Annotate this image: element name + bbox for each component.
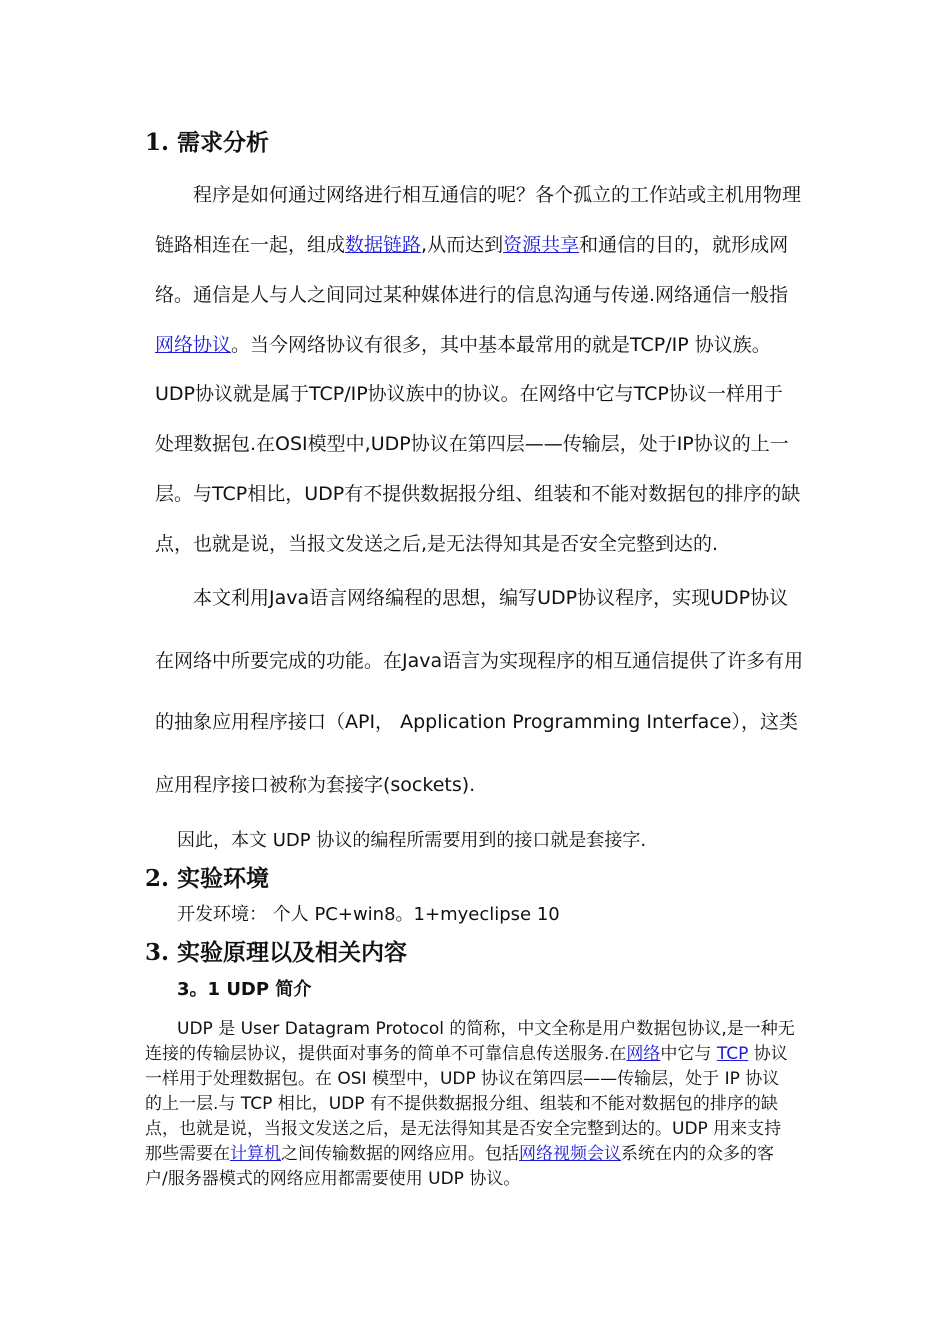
text-span: 协议 xyxy=(748,1044,788,1064)
paragraph-line: 的抽象应用程序接口（API， Application Programming Interface），这类 xyxy=(155,711,798,733)
paragraph-line: 户/服务器模式的网络应用都需要使用 UDP 协议。 xyxy=(145,1169,521,1189)
environment-line: 开发环境： 个人 PC+win8。1+myeclipse 10 xyxy=(177,904,560,925)
paragraph-line xyxy=(145,1039,788,1064)
paragraph-line: 点，也就是说，当报文发送之后,是无法得知其是否安全完整到达的. xyxy=(155,533,719,555)
paragraph-line: 应用程序接口被称为套接字(sockets). xyxy=(155,774,476,796)
text-span: 中它与 xyxy=(660,1044,717,1064)
paragraph-line: 的上一层.与 TCP 相比，UDP 有不提供数据报分组、组装和不能对数据包的排序的缺 xyxy=(145,1094,778,1114)
paragraph-line: 点，也就是说，当报文发送之后，是无法得知其是否安全完整到达的。UDP 用来支持 xyxy=(145,1119,782,1139)
section-heading-requirements: 1. 需求分析 xyxy=(145,129,270,156)
text-span: ,从而达到 xyxy=(421,234,504,256)
link-network[interactable]: 网络 xyxy=(626,1044,661,1064)
text-span: 那些需要在 xyxy=(145,1144,230,1164)
paragraph-line: 络。通信是人与人之间同过某种媒体进行的信息沟通与传递.网络通信一般指 xyxy=(155,284,789,306)
text-span: 链路相连在一起，组成 xyxy=(155,234,346,256)
link-resource-sharing[interactable]: 资源共享 xyxy=(503,234,580,256)
text-span: 和通信的目的，就形成网 xyxy=(579,234,789,256)
link-video-conference[interactable]: 网络视频会议 xyxy=(519,1144,621,1164)
paragraph-line xyxy=(145,1139,774,1164)
subsection-heading-udp: 3。1 UDP 简介 xyxy=(177,979,312,1000)
paragraph-line xyxy=(155,330,771,357)
link-data-link[interactable]: 数据链路 xyxy=(345,234,422,256)
paragraph-line: 因此，本文 UDP 协议的编程所需要用到的接口就是套接字. xyxy=(177,830,647,851)
text-span: 连接的传输层协议，提供面对事务的简单不可靠信息传送服务.在 xyxy=(145,1044,627,1064)
text-span: 系统在内的众多的客 xyxy=(621,1144,774,1164)
paragraph-line: 本文利用Java语言网络编程的思想，编写UDP协议程序，实现UDP协议 xyxy=(193,587,789,609)
paragraph-line: UDP协议就是属于TCP/IP协议族中的协议。在网络中它与TCP协议一样用于 xyxy=(155,383,783,405)
paragraph-line xyxy=(155,230,788,257)
paragraph-line: 层。与TCP相比，UDP有不提供数据报分组、组装和不能对数据包的排序的缺 xyxy=(155,483,801,505)
link-network-protocol[interactable]: 网络协议 xyxy=(155,334,232,356)
paragraph-line: UDP 是 User Datagram Protocol 的简称，中文全称是用户数据包协议,是一种无 xyxy=(177,1019,795,1039)
paragraph-line: 一样用于处理数据包。在 OSI 模型中，UDP 协议在第四层——传输层，处于 IP 协议 xyxy=(145,1069,780,1089)
paragraph-line: 程序是如何通过网络进行相互通信的呢？各个孤立的工作站或主机用物理 xyxy=(193,184,802,206)
section-heading-principles: 3. 实验原理以及相关内容 xyxy=(145,939,408,966)
text-span: 之间传输数据的网络应用。包括 xyxy=(281,1144,519,1164)
text-span: 。当今网络协议有很多，其中基本最常用的就是TCP/IP 协议族。 xyxy=(231,334,771,356)
section-heading-environment: 2. 实验环境 xyxy=(145,865,270,892)
link-tcp[interactable]: TCP xyxy=(716,1044,749,1064)
paragraph-line: 处理数据包.在OSI模型中,UDP协议在第四层——传输层，处于IP协议的上一 xyxy=(155,433,789,455)
paragraph-line: 在网络中所要完成的功能。在Java语言为实现程序的相互通信提供了许多有用 xyxy=(155,650,804,672)
link-computer[interactable]: 计算机 xyxy=(230,1144,281,1164)
